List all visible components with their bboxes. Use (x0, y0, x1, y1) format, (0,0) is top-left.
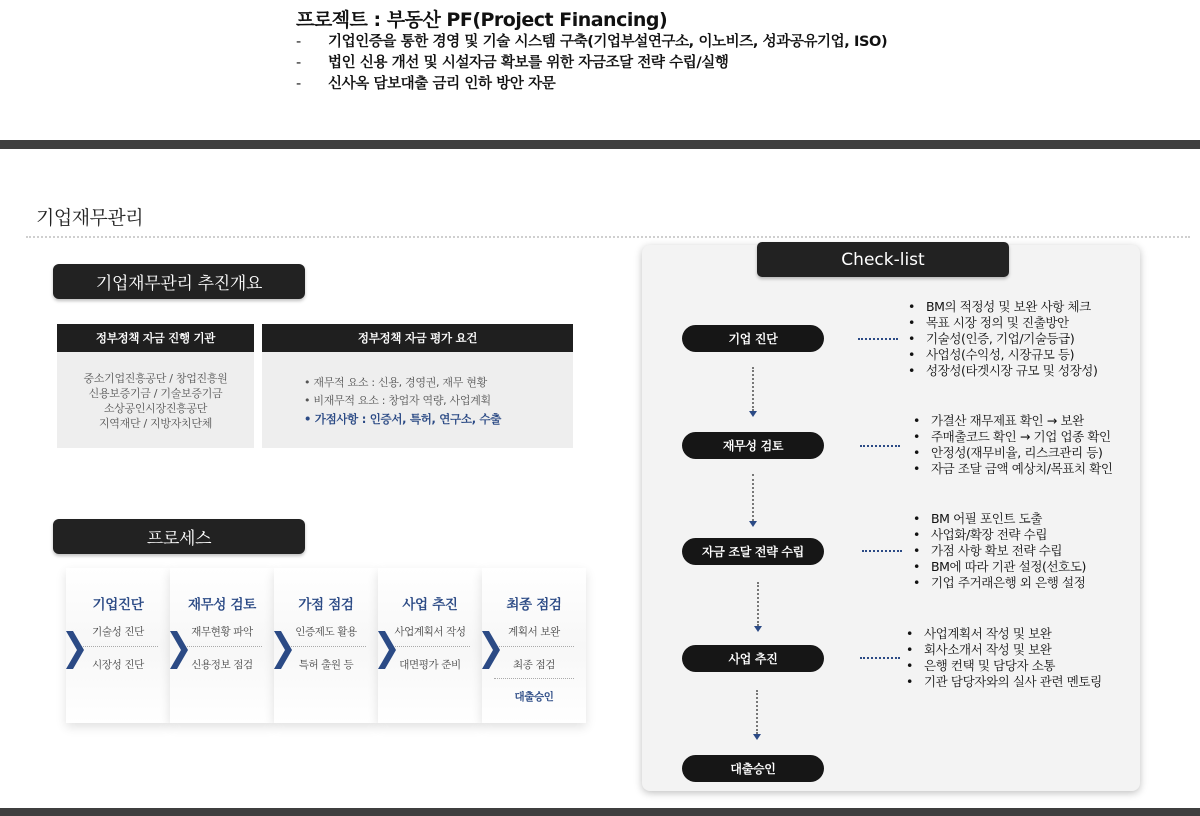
check-item-text: BM 어필 포인트 도출 (931, 511, 1043, 526)
check-item-text: 사업계획서 작성 및 보완 (924, 626, 1052, 641)
bullet-dot: • (913, 559, 920, 574)
check-item-text: 기술성(인증, 기업/기술등급) (926, 331, 1075, 346)
stage-company-diagnosis: 기업 진단 (682, 325, 824, 352)
arrow-down-icon (754, 626, 762, 632)
check-item (913, 445, 1113, 461)
project-header (296, 8, 1056, 95)
process-flow (66, 568, 586, 723)
check-item (906, 674, 1102, 690)
bullet-dot: • (906, 658, 913, 673)
check-item (908, 347, 1097, 363)
bullet-dot: • (908, 331, 915, 346)
gov-agencies-box (57, 324, 254, 448)
stage-connector (858, 338, 898, 340)
bullet-dot: • (906, 642, 913, 657)
bullet-dot: • (908, 363, 915, 378)
dash-bullet: - (296, 55, 301, 71)
chevron-right-icon (378, 631, 396, 669)
project-title: 프로젝트 : 부동산 PF(Project Financing) (296, 9, 668, 31)
check-item (913, 527, 1086, 543)
gov-agencies-header: 정부정책 자금 진행 기관 (57, 324, 254, 352)
check-item-text: 회사소개서 작성 및 보완 (924, 642, 1052, 657)
overview-heading: 기업재무관리 추진개요 (53, 264, 305, 299)
project-bullet (296, 53, 1056, 74)
process-step-title: 사업 추진 (402, 597, 458, 613)
bullet-dot: • (913, 543, 920, 558)
check-item-text: 가점 사항 확보 전략 수립 (931, 543, 1063, 558)
process-step-item: 대면평가 준비 (399, 659, 461, 671)
bullet-dot: • (913, 429, 920, 444)
bullet-dot: • (913, 527, 920, 542)
bullet-dot: • (913, 413, 920, 428)
criteria-list (262, 352, 573, 428)
stage-connector (860, 657, 900, 659)
stage-connector (862, 550, 902, 552)
process-step-item: 기술성 진단 (92, 626, 144, 638)
check-group (908, 299, 1097, 379)
section-divider (26, 236, 1190, 238)
check-item-text: 자금 조달 금액 예상치/목표치 확인 (931, 461, 1113, 476)
check-item-text: 사업성(수익성, 시장규모 등) (926, 347, 1075, 362)
bullet-dot: • (906, 674, 913, 689)
check-item-text: BM에 따라 기관 설정(선호도) (931, 559, 1086, 574)
criteria-item: • 재무적 요소 : 신용, 경영권, 재무 현황 (304, 376, 487, 389)
flow-line (752, 474, 754, 521)
check-item-text: 안정성(재무비율, 리스크관리 등) (931, 445, 1103, 460)
dash-bullet: - (296, 34, 301, 50)
agency-item: 지역재단 / 지방자치단체 (98, 417, 213, 430)
project-bullet-text: 기업인증을 통한 경영 및 기술 시스템 구축(기업부설연구소, 이노비즈, 성과공유기업, ISO) (328, 34, 888, 50)
arrow-down-icon (749, 411, 757, 417)
arrow-down-icon (753, 734, 761, 740)
check-item (906, 642, 1102, 658)
agency-list (57, 352, 254, 431)
top-divider-bar (0, 140, 1200, 149)
criteria-item: • 비재무적 요소 : 창업자 역량, 사업계획 (304, 394, 491, 407)
chevron-right-icon (482, 631, 500, 669)
bullet-dot: • (913, 461, 920, 476)
check-item-text: 성장성(타겟시장 규모 및 성장성) (926, 363, 1098, 378)
bullet-dot: • (913, 575, 920, 590)
process-step-item: 재무현황 파악 (191, 626, 253, 638)
check-item (906, 658, 1102, 674)
process-step-title: 가점 점검 (298, 597, 354, 613)
check-item-text: 사업화/확장 전략 수립 (931, 527, 1048, 542)
check-item (908, 299, 1097, 315)
step-divider (78, 646, 158, 647)
check-item (908, 363, 1097, 379)
flow-line (757, 582, 759, 626)
section-title: 기업재무관리 (36, 207, 144, 229)
check-item-text: 목표 시장 정의 및 진출방안 (926, 315, 1069, 330)
criteria-highlight: • 가점사항 : 인증서, 특허, 연구소, 수출 (304, 412, 502, 426)
check-item (913, 413, 1113, 429)
process-step-item: 신용정보 점검 (191, 659, 253, 671)
bullet-dot: • (906, 626, 913, 641)
check-item (913, 543, 1086, 559)
check-item (908, 331, 1097, 347)
agency-item: 신용보증기금 / 기술보증기금 (88, 387, 223, 400)
agency-item: 소상공인시장진흥공단 (103, 402, 208, 415)
stage-financial-review: 재무성 검토 (682, 432, 824, 459)
check-item-text: 은행 컨택 및 담당자 소통 (924, 658, 1056, 673)
bullet-dot: • (908, 315, 915, 330)
dash-bullet: - (296, 76, 301, 92)
stage-connector (860, 445, 900, 447)
check-group (913, 413, 1113, 477)
process-step-item: 인증제도 활용 (295, 626, 357, 638)
check-item (906, 626, 1102, 642)
gov-criteria-header: 정부정책 자금 평가 요건 (262, 324, 573, 352)
check-group (913, 511, 1086, 591)
project-bullet-text: 신사옥 담보대출 금리 인하 방안 자문 (328, 76, 556, 92)
process-step-title: 기업진단 (92, 597, 144, 613)
bottom-divider-bar (0, 808, 1200, 816)
bullet-dot: • (913, 511, 920, 526)
check-item (913, 559, 1086, 575)
chevron-right-icon (170, 631, 188, 669)
arrow-down-icon (749, 521, 757, 527)
process-step-title: 최종 점검 (506, 597, 562, 613)
check-group (906, 626, 1102, 690)
chevron-right-icon (274, 631, 292, 669)
step-divider (286, 646, 366, 647)
process-step-item: 시장성 진단 (92, 659, 144, 671)
process-step-item: 대출승인 (514, 691, 554, 703)
checklist-title: Check-list (757, 242, 1009, 277)
bullet-dot: • (908, 347, 915, 362)
check-item-text: 기관 담당자와의 실사 관련 멘토링 (924, 674, 1102, 689)
project-bullet (296, 32, 1056, 53)
stage-funding-strategy: 자금 조달 전략 수립 (682, 538, 824, 565)
flow-line (752, 367, 754, 411)
process-heading: 프로세스 (53, 519, 305, 554)
check-item (913, 575, 1086, 591)
step-divider (390, 646, 470, 647)
check-item-text: BM의 적정성 및 보완 사항 체크 (926, 299, 1091, 314)
process-step-item: 최종 점검 (513, 659, 555, 671)
check-item (913, 511, 1086, 527)
stage-business-execution: 사업 추진 (682, 645, 824, 672)
check-item-text: 주매출코드 확인 → 기업 업종 확인 (931, 429, 1111, 444)
gov-criteria-box (262, 324, 573, 448)
check-item (908, 315, 1097, 331)
bullet-dot: • (908, 299, 915, 314)
bullet-dot: • (913, 445, 920, 460)
check-item (913, 429, 1113, 445)
project-bullet (296, 74, 1056, 95)
step-divider (494, 678, 574, 679)
process-step-item: 특허 출원 등 (298, 659, 354, 671)
check-item-text: 가결산 재무제표 확인 → 보완 (931, 413, 1084, 428)
process-step-item: 계획서 보완 (508, 626, 560, 638)
step-divider (182, 646, 262, 647)
chevron-right-icon (66, 631, 84, 669)
stage-loan-approval: 대출승인 (682, 755, 824, 782)
check-item-text: 기업 주거래은행 외 은행 설정 (931, 575, 1086, 590)
process-step-item: 사업계획서 작성 (394, 626, 466, 638)
step-divider (494, 646, 574, 647)
flow-line (756, 690, 758, 734)
check-item (913, 461, 1113, 477)
process-step-title: 재무성 검토 (187, 597, 257, 613)
project-bullet-text: 법인 신용 개선 및 시설자금 확보를 위한 자금조달 전략 수립/실행 (328, 55, 729, 71)
agency-item: 중소기업진흥공단 / 창업진흥원 (83, 372, 228, 385)
